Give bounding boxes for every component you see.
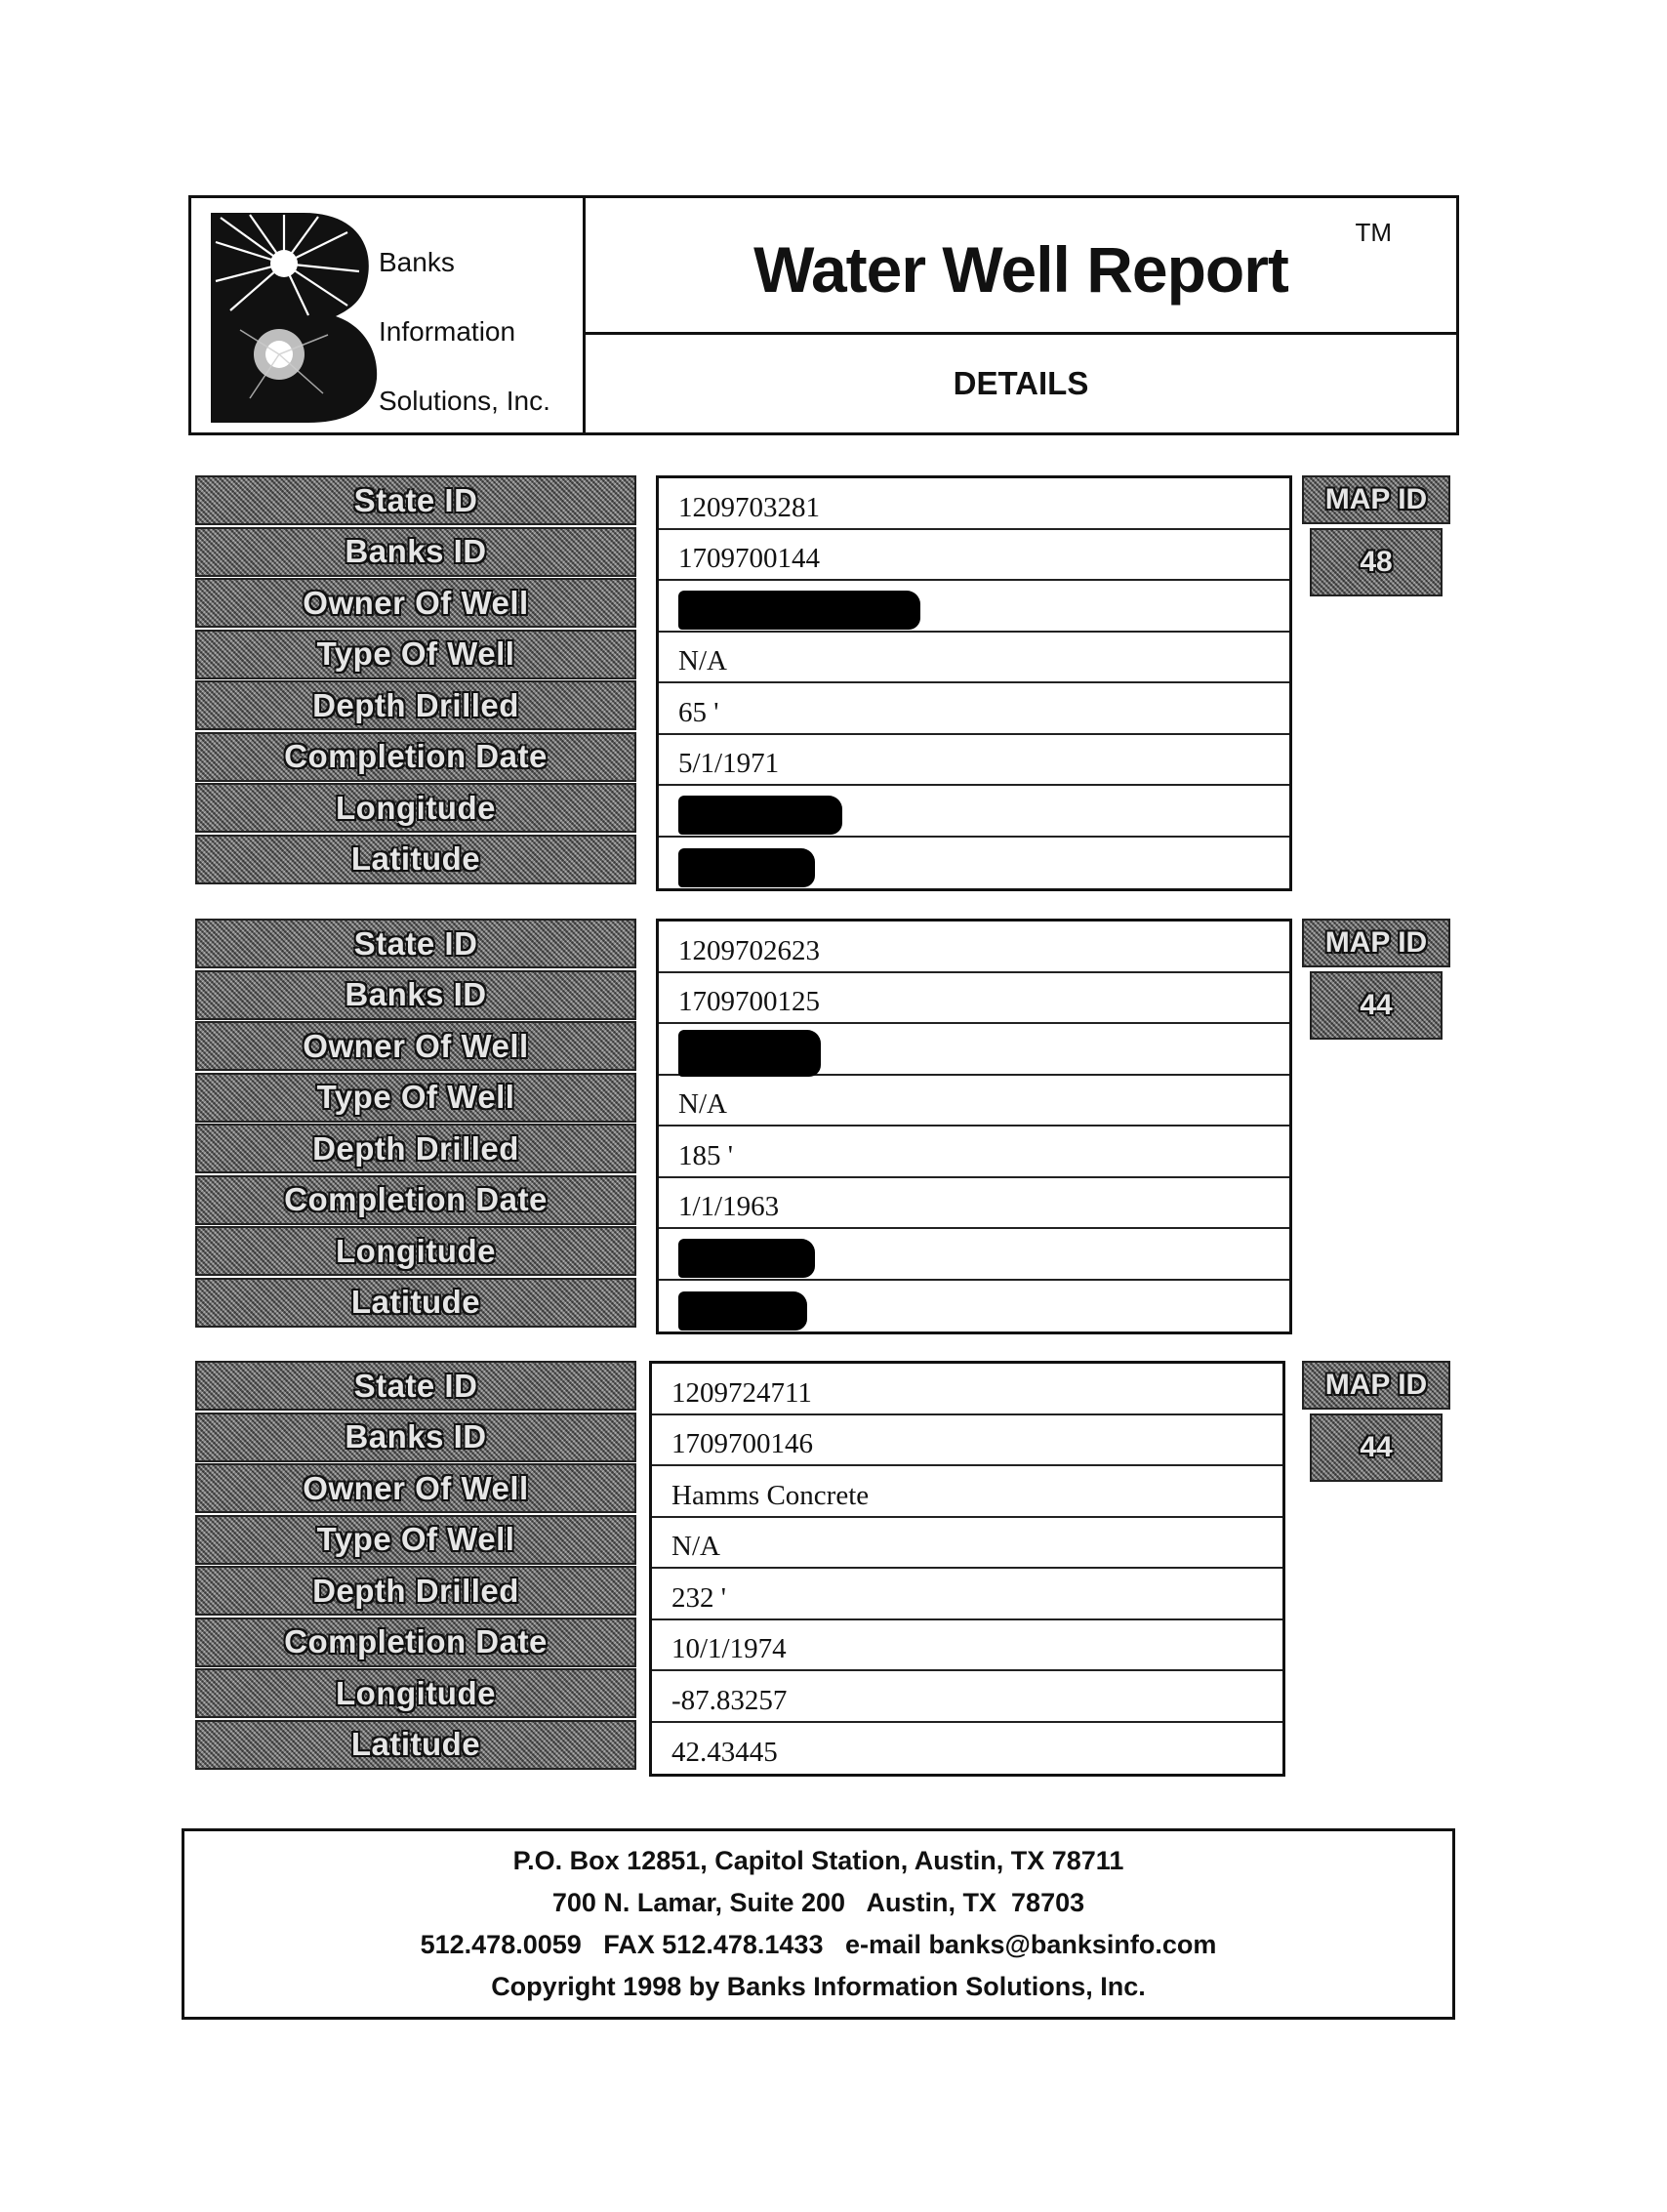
title-row	[586, 198, 1456, 335]
value-completion: 10/1/1974	[652, 1620, 1282, 1672]
redaction-mark	[678, 848, 815, 887]
redaction-mark	[678, 1239, 815, 1278]
company-line-3: Solutions, Inc.	[379, 386, 550, 416]
field-values	[649, 1361, 1285, 1777]
report-subtitle: DETAILS	[953, 365, 1089, 401]
footer-phone-fax-email: 512.478.0059 FAX 512.478.1433 e-mail banks@banksinfo.com	[420, 1930, 1217, 1959]
field-values	[656, 475, 1292, 891]
field-values	[656, 919, 1292, 1334]
value-completion: 5/1/1971	[659, 735, 1289, 787]
value-owner	[659, 1024, 1289, 1076]
value-state-id: 1209702623	[659, 922, 1289, 973]
label-owner: Owner Of Well	[195, 1463, 636, 1513]
value-depth: 185 '	[659, 1126, 1289, 1178]
company-line-1: Banks	[379, 247, 455, 277]
label-completion: Completion Date	[195, 1175, 636, 1225]
label-depth: Depth Drilled	[195, 680, 636, 730]
label-latitude: Latitude	[195, 1278, 636, 1328]
label-completion: Completion Date	[195, 1618, 636, 1667]
value-banks-id: 1709700125	[659, 973, 1289, 1025]
field-labels	[195, 1361, 636, 1771]
value-banks-id: 1709700146	[652, 1415, 1282, 1467]
value-depth: 232 '	[652, 1569, 1282, 1620]
map-id-label: MAP ID	[1302, 1361, 1450, 1410]
label-banks-id: Banks ID	[195, 970, 636, 1020]
trademark: TM	[1355, 218, 1392, 247]
value-type: N/A	[659, 633, 1289, 684]
label-owner: Owner Of Well	[195, 1021, 636, 1071]
value-type: N/A	[659, 1076, 1289, 1127]
label-owner: Owner Of Well	[195, 578, 636, 628]
field-labels	[195, 475, 636, 885]
map-id-value: 44	[1310, 1413, 1443, 1482]
value-latitude	[659, 838, 1289, 889]
label-latitude: Latitude	[195, 1720, 636, 1770]
map-id-box	[1302, 919, 1450, 1040]
report-title: Water Well Report	[753, 232, 1288, 306]
map-id-label: MAP ID	[1302, 919, 1450, 967]
label-depth: Depth Drilled	[195, 1566, 636, 1616]
label-longitude: Longitude	[195, 1668, 636, 1718]
value-owner: Hamms Concrete	[652, 1466, 1282, 1518]
value-banks-id: 1709700144	[659, 530, 1289, 582]
footer-po-box: P.O. Box 12851, Capitol Station, Austin, TX 78711	[512, 1846, 1124, 1875]
label-banks-id: Banks ID	[195, 1413, 636, 1462]
title-cell	[586, 198, 1456, 432]
banks-logo-icon	[211, 213, 379, 423]
map-id-box	[1302, 1361, 1450, 1482]
label-type: Type Of Well	[195, 630, 636, 679]
logo-cell	[191, 198, 586, 432]
footer-street-address: 700 N. Lamar, Suite 200 Austin, TX 78703	[551, 1888, 1085, 1917]
report-header	[188, 195, 1459, 435]
value-state-id: 1209724711	[652, 1364, 1282, 1415]
value-completion: 1/1/1963	[659, 1178, 1289, 1230]
value-latitude	[659, 1281, 1289, 1332]
redaction-mark	[678, 796, 842, 835]
label-completion: Completion Date	[195, 732, 636, 782]
contact-footer	[182, 1828, 1455, 2020]
map-id-label: MAP ID	[1302, 475, 1450, 524]
footer-copyright: Copyright 1998 by Banks Information Solutions, Inc.	[491, 1972, 1146, 2001]
label-depth: Depth Drilled	[195, 1124, 636, 1173]
value-longitude	[659, 1229, 1289, 1281]
value-latitude: 42.43445	[671, 1737, 778, 1769]
label-state-id: State ID	[195, 1361, 636, 1411]
redaction-mark	[678, 1291, 807, 1331]
map-id-value: 48	[1310, 528, 1443, 596]
company-name	[379, 227, 550, 435]
redaction-mark	[678, 591, 920, 630]
subtitle-row	[586, 335, 1456, 432]
value-longitude	[659, 786, 1289, 838]
company-line-2: Information	[379, 316, 516, 347]
label-latitude: Latitude	[195, 835, 636, 884]
label-type: Type Of Well	[195, 1515, 636, 1565]
redaction-mark	[678, 1030, 821, 1077]
label-longitude: Longitude	[195, 1226, 636, 1276]
value-longitude: -87.83257	[652, 1671, 1282, 1723]
value-owner	[659, 581, 1289, 633]
field-labels	[195, 919, 636, 1329]
label-banks-id: Banks ID	[195, 527, 636, 577]
label-longitude: Longitude	[195, 783, 636, 833]
label-type: Type Of Well	[195, 1073, 636, 1123]
label-state-id: State ID	[195, 475, 636, 525]
value-state-id: 1209703281	[659, 478, 1289, 530]
value-depth: 65 '	[659, 683, 1289, 735]
value-type: N/A	[652, 1518, 1282, 1570]
map-id-box	[1302, 475, 1450, 596]
map-id-value: 44	[1310, 971, 1443, 1040]
label-state-id: State ID	[195, 919, 636, 968]
